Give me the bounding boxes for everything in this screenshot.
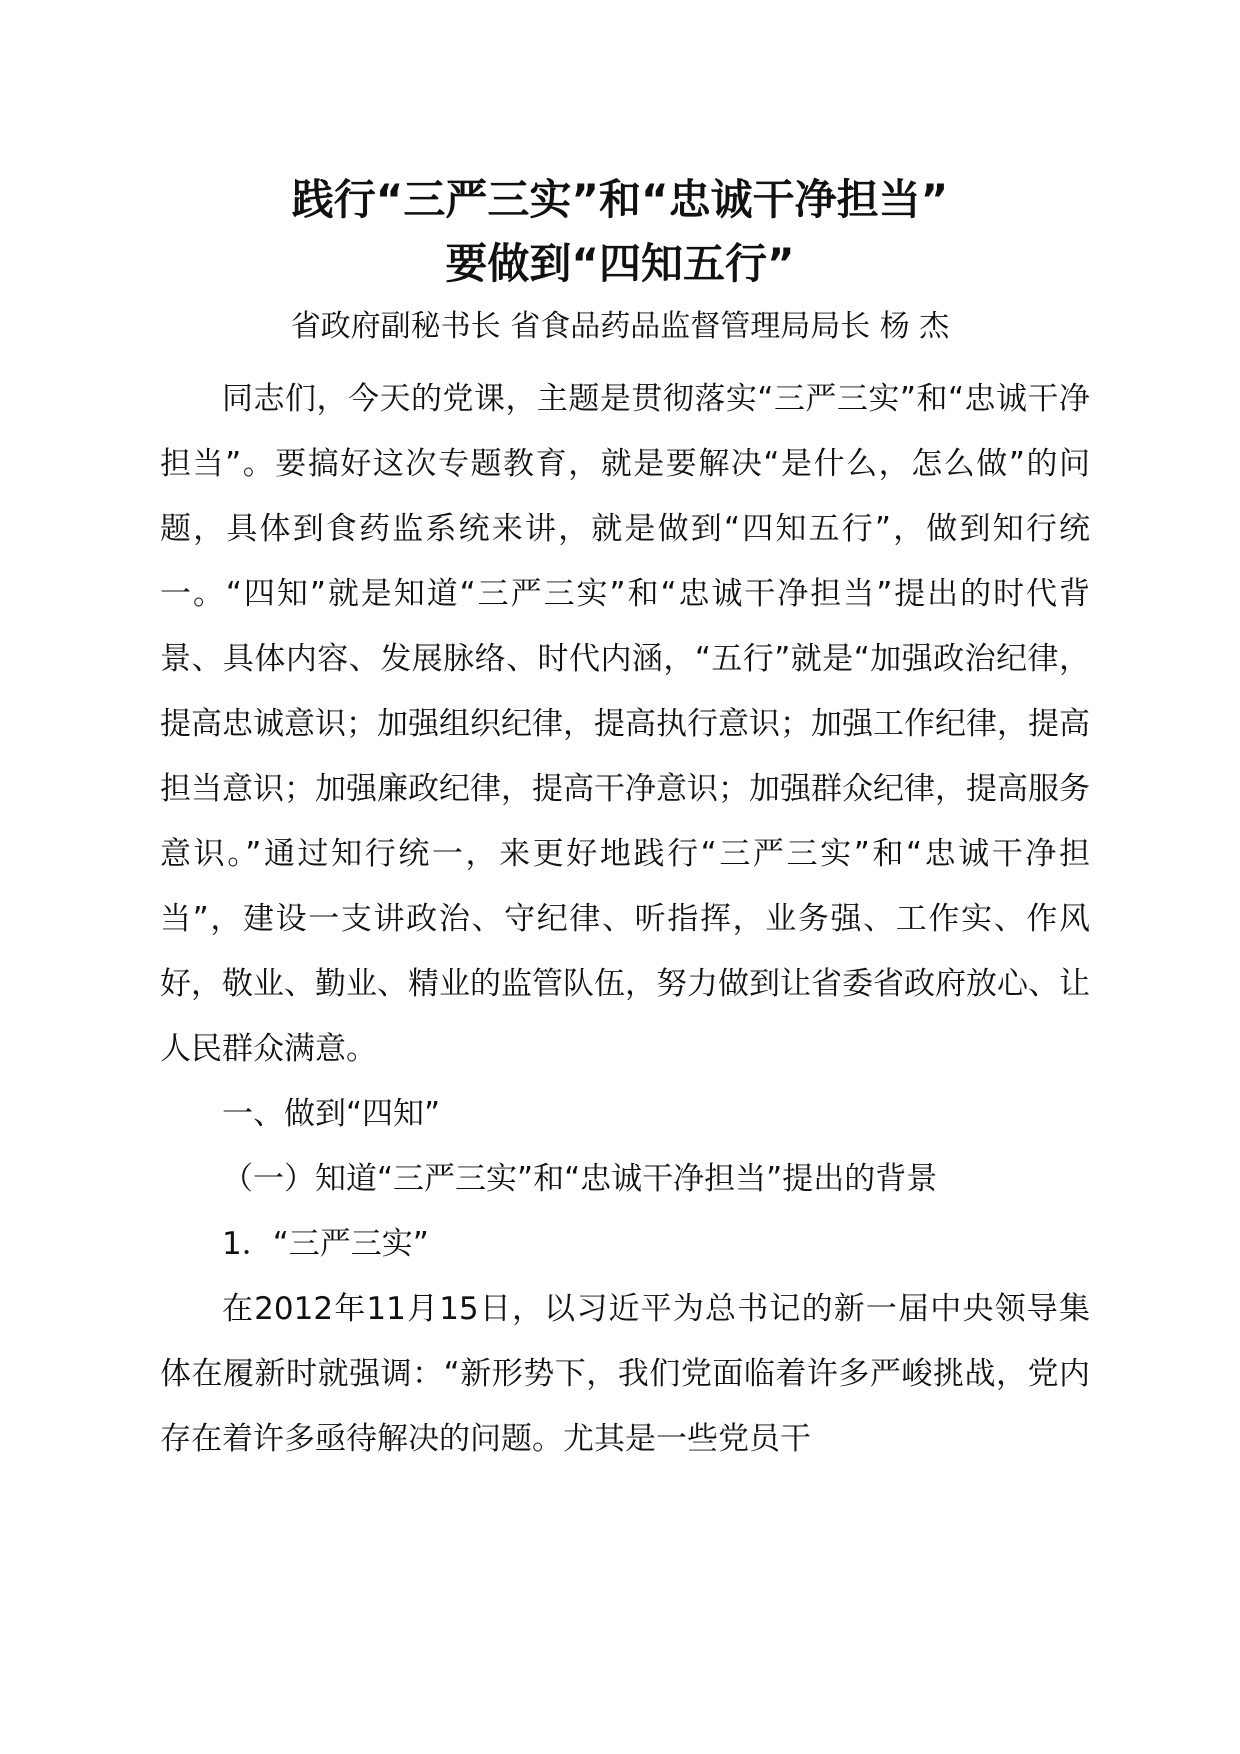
section-heading-3: 1．“三严三实” — [222, 1226, 429, 1262]
document-title-line1: 践行“三严三实”和“忠诚干净担当” — [291, 175, 949, 224]
section-heading-1: 一、做到“四知” — [222, 1096, 441, 1132]
intro-paragraph: 同志们，今天的党课，主题是贯彻落实“三严三实”和“忠诚干净担当”。要搞好这次专题教育，就是要解决“是什么，怎么做”的问题，具体到食药监系统来讲，就是做到“四知五行”，做到知行统一。“四知”就是知道“三严三实”和“忠诚干净担当”提出的时代背景、具体内容、发展脉络、时代内涵，“五行”就是“加强政治纪律，提高忠诚意识；加强组织纪律，提高执行意识；加强工作纪律，提高担当意识；加强廉政纪律，提高干净意识；加强群众纪律，提高服务意识。”通过知行统一，来更好地践行“三严三实”和“忠诚干净担当”，建设一支讲政治、守纪律、听指挥，业务强、工作实、作风好，敬业、勤业、精业的监管队伍，努力做到让省委省政府放心、让人民群众满意。 — [160, 381, 1090, 1067]
section-heading-2: （一）知道“三严三实”和“忠诚干净担当”提出的背景 — [222, 1161, 938, 1197]
body-paragraph-2: 在2012年11月15日，以习近平为总书记的新一届中央领导集体在履新时就强调：“新形势下，我们党面临着许多严峻挑战，党内存在着许多亟待解决的问题。尤其是一些党员干 — [160, 1291, 1090, 1457]
document-author: 省政府副秘书长 省食品药品监督管理局局长 杨 杰 — [290, 309, 950, 344]
document-body — [160, 367, 1090, 1472]
document-title-line2: 要做到“四知五行” — [445, 239, 795, 288]
